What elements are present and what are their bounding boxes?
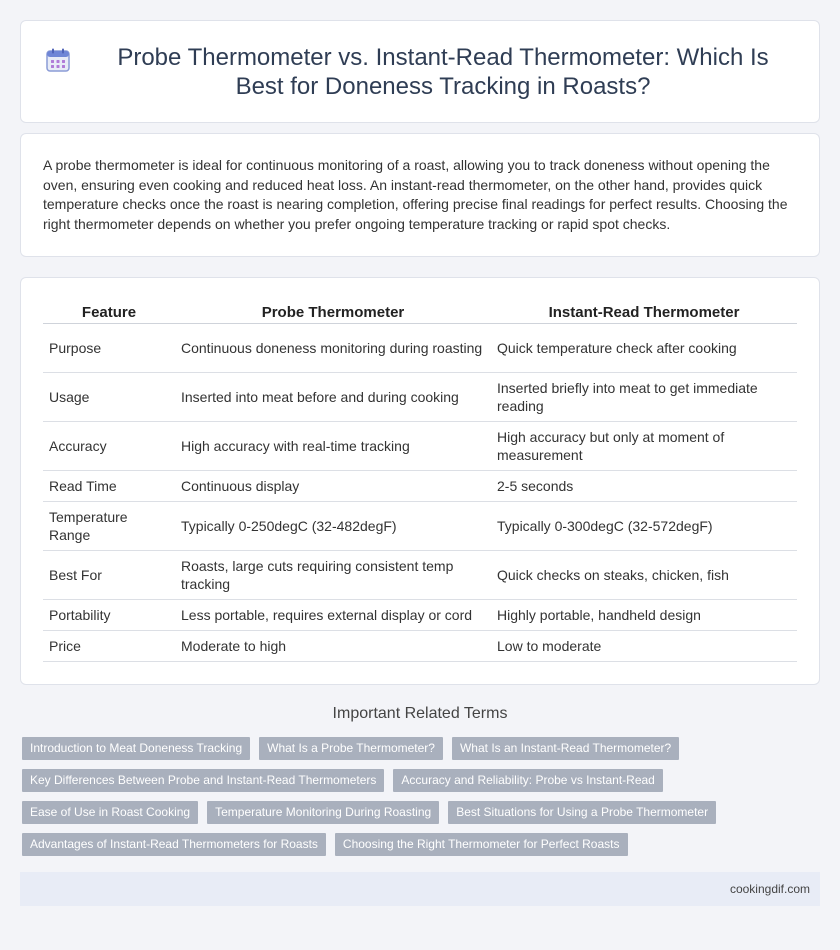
related-term-link[interactable]: What Is a Probe Thermometer? (259, 737, 443, 760)
table-cell: Quick temperature check after cooking (491, 324, 797, 373)
table-cell: Moderate to high (175, 631, 491, 662)
comparison-table-card (20, 277, 820, 685)
calendar-icon (45, 47, 71, 73)
table-cell: 2-5 seconds (491, 471, 797, 502)
table-cell: Portability (43, 600, 175, 631)
table-row (43, 471, 797, 502)
table-cell: Highly portable, handheld design (491, 600, 797, 631)
table-cell: Usage (43, 373, 175, 422)
table-cell: Continuous display (175, 471, 491, 502)
table-cell: Typically 0-250degC (32-482degF) (175, 502, 491, 551)
page-title: Probe Thermometer vs. Instant-Read Thermometer: Which Is Best for Doneness Tracking in Roasts? (117, 43, 769, 100)
related-term-link[interactable]: Key Differences Between Probe and Instant-Read Thermometers (22, 769, 384, 792)
header-card (20, 20, 820, 123)
related-term-link[interactable]: Temperature Monitoring During Roasting (207, 801, 439, 824)
table-cell: Best For (43, 551, 175, 600)
table-cell: Quick checks on steaks, chicken, fish (491, 551, 797, 600)
column-header: Probe Thermometer (175, 298, 491, 324)
table-row (43, 551, 797, 600)
table-cell: Roasts, large cuts requiring consistent temp tracking (175, 551, 491, 600)
site-name[interactable]: cookingdif.com (729, 882, 810, 897)
comparison-table (43, 298, 797, 662)
related-terms-title: Important Related Terms (332, 705, 508, 723)
table-cell: Inserted briefly into meat to get immediate reading (491, 373, 797, 422)
table-row (43, 502, 797, 551)
related-term-link[interactable]: Accuracy and Reliability: Probe vs Instant-Read (393, 769, 662, 792)
related-term-link[interactable]: What Is an Instant-Read Thermometer? (452, 737, 679, 760)
table-cell: Temperature Range (43, 502, 175, 551)
table-cell: Less portable, requires external display or cord (175, 600, 491, 631)
table-row (43, 600, 797, 631)
summary-card (20, 133, 820, 257)
related-term-link[interactable]: Introduction to Meat Doneness Tracking (22, 737, 250, 760)
related-terms-list (0, 737, 840, 856)
table-cell: Accuracy (43, 422, 175, 471)
table-cell: High accuracy with real-time tracking (175, 422, 491, 471)
column-header: Instant-Read Thermometer (491, 298, 797, 324)
table-row (43, 324, 797, 373)
table-cell: Purpose (43, 324, 175, 373)
footer (20, 872, 820, 906)
column-header: Feature (43, 298, 175, 324)
table-row (43, 422, 797, 471)
related-term-link[interactable]: Advantages of Instant-Read Thermometers for Roasts (22, 833, 326, 856)
table-cell: Continuous doneness monitoring during roasting (175, 324, 491, 373)
summary-text: A probe thermometer is ideal for continuous monitoring of a roast, allowing you to track doneness without opening the oven, ensuring even cooking and reduced heat loss. An instant-read thermometer, on the other hand, provides quick temperature checks once the roast is nearing completion, offering precise final readings for perfect results. Choosing the right thermometer depends on whether you prefer ongoing temperature tracking or rapid spot checks. (43, 157, 788, 232)
table-cell: Price (43, 631, 175, 662)
table-cell: Typically 0-300degC (32-572degF) (491, 502, 797, 551)
table-row (43, 631, 797, 662)
table-cell: Inserted into meat before and during cooking (175, 373, 491, 422)
table-row (43, 373, 797, 422)
related-term-link[interactable]: Choosing the Right Thermometer for Perfect Roasts (335, 833, 628, 856)
table-cell: Read Time (43, 471, 175, 502)
table-cell: High accuracy but only at moment of measurement (491, 422, 797, 471)
related-term-link[interactable]: Best Situations for Using a Probe Thermometer (448, 801, 716, 824)
table-header-row (43, 298, 797, 324)
table-cell: Low to moderate (491, 631, 797, 662)
related-term-link[interactable]: Ease of Use in Roast Cooking (22, 801, 198, 824)
